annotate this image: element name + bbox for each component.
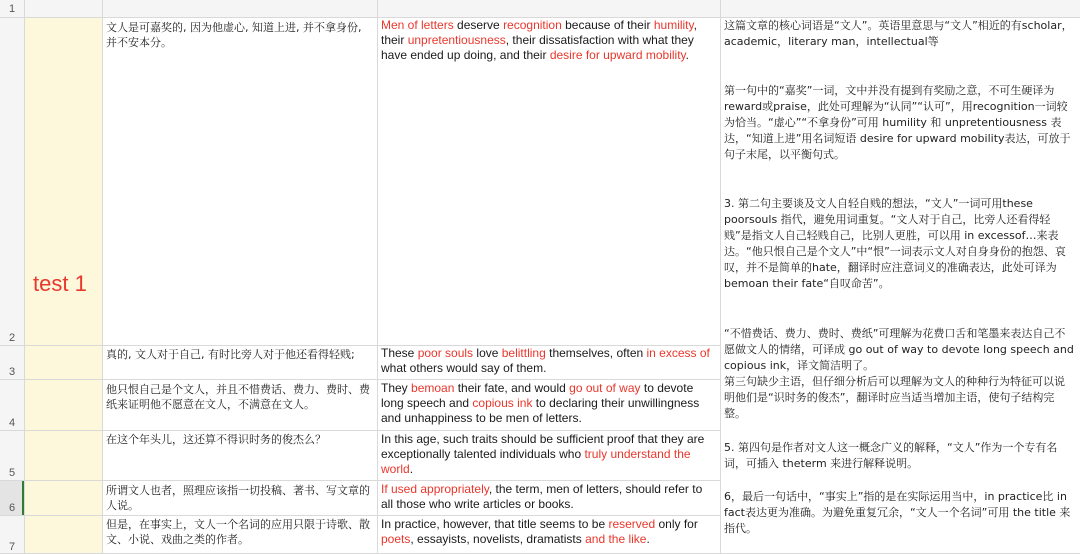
test-label: test 1 <box>33 271 87 296</box>
highlighted-phrase: bemoan <box>411 381 455 395</box>
translation-text: , their <box>381 18 697 47</box>
english-cell-6[interactable] <box>381 517 717 547</box>
chinese-cell-2[interactable]: 真的, 文人对于自己, 有时比旁人对于他还看得轻贱; <box>106 348 355 361</box>
english-cell-3[interactable] <box>381 381 717 426</box>
translation-text: They <box>381 381 412 395</box>
row-header-5[interactable] <box>0 431 24 480</box>
row-header-6[interactable] <box>0 481 24 515</box>
translation-text: In practice, however, that title seems to be <box>381 517 609 531</box>
note-paragraph-3[interactable]: 3. 第二句主要谈及文人自轻自贱的想法，“文人”一词可用these poorsouls 指代，避免用词重复。“文人对于自己，比旁人还看得轻贱”是指文人自己轻贱自己，比别人更胜，可以用 in excessof…来表达。“他只恨自己是个文人”中“恨”一词表示文人对自身身份的抱怨、哀叹，并不是简单的hate，翻译时应注意词义的准确表达，此处可译为bemoan their fate“自叹命苦”。 <box>724 197 1066 290</box>
highlighted-phrase: go out of way <box>569 381 641 395</box>
translation-text: what others would say of them. <box>381 361 547 375</box>
translation-text: . <box>685 48 689 62</box>
row-header-2[interactable] <box>0 18 24 345</box>
column-header-a[interactable] <box>25 0 102 17</box>
column-header-d[interactable] <box>721 0 1080 17</box>
translation-text: love <box>473 346 502 360</box>
row-number: 5 <box>9 467 16 479</box>
highlighted-phrase: and the like <box>585 532 647 546</box>
row-header-3[interactable] <box>0 346 24 379</box>
row-header-7[interactable] <box>0 516 24 554</box>
translation-text: to declaring their unwillingness and unhappiness to be men of letters. <box>381 396 700 425</box>
highlighted-phrase: copious ink <box>472 396 533 410</box>
column-header-c[interactable] <box>378 0 720 17</box>
row-header-4[interactable] <box>0 380 24 430</box>
row-number: 4 <box>9 417 16 429</box>
row-number: 7 <box>9 541 16 553</box>
highlighted-phrase: Men of letters <box>381 18 454 32</box>
translation-text: deserve <box>453 18 504 32</box>
translation-text: , their dissatisfaction with what they have ended up doing, and their <box>381 33 694 62</box>
chinese-cell-6[interactable]: 但是，在事实上，文人一个名词的应用只限于诗歌、散文、小说、戏曲之类的作者。 <box>106 518 370 546</box>
translation-text: only for <box>655 517 698 531</box>
translation-text: because of their <box>561 18 654 32</box>
note-paragraph-4[interactable]: “不惜费话、费力、费时、费纸”可理解为花费口舌和笔墨来表达自己不愿做文人的情绪，可译成 go out of way to devote long speech and copious ink，译文简洁明了。 <box>724 327 1074 372</box>
row-number: 3 <box>9 366 16 378</box>
highlighted-phrase: in excess of <box>646 346 710 360</box>
highlighted-phrase: recognition <box>503 18 562 32</box>
highlighted-phrase: unpretentiousness <box>407 33 506 47</box>
highlighted-phrase: humility <box>653 18 694 32</box>
column-header-b[interactable] <box>103 0 377 17</box>
note-paragraph-5[interactable]: 第三句缺少主语，但仔细分析后可以理解为文人的种种行为特征可以说明他们是“识时务的俊杰”，翻译时应当适当增加主语，使句子结构完整。 <box>724 375 1065 420</box>
english-cell-5[interactable] <box>381 482 717 512</box>
highlighted-phrase: belittling <box>501 346 546 360</box>
highlighted-phrase: truly understand the world <box>381 447 691 476</box>
chinese-cell-1[interactable]: 文人是可嘉奖的, 因为他虚心, 知道上进, 并不拿身份, 并不安本分。 <box>106 21 362 49</box>
highlighted-phrase: reserved <box>608 517 656 531</box>
row-number: 2 <box>9 332 16 344</box>
row-number: 6 <box>9 502 16 514</box>
translation-text: themselves, often <box>545 346 647 360</box>
chinese-cell-3[interactable]: 他只恨自己是个文人，并且不惜费话、费力、费时、费纸来证明他不愿意在文人，不满意在文人。 <box>106 383 370 411</box>
english-cell-2[interactable] <box>381 346 717 376</box>
translation-text: . <box>409 462 414 476</box>
note-paragraph-7[interactable]: 6，最后一句话中，“事实上”指的是在实际运用当中，in practice比 in fact表达更为准确。为避免重复冗余，“文人一个名词”可用 the title 来指代。 <box>724 490 1071 535</box>
english-cell-4[interactable] <box>381 432 717 477</box>
row-number-1[interactable]: 1 <box>9 3 16 15</box>
translation-text: , essayists, novelists, dramatists <box>410 532 586 546</box>
translation-text: , the term, men of letters, should refer to all those who write articles or books. <box>381 482 703 511</box>
translation-text: . <box>646 532 650 546</box>
note-paragraph-1[interactable]: 这篇文章的核心词语是“文人”。英语里意思与“文人”相近的有scholar，academic，literary man，intellectual等 <box>724 19 1073 48</box>
highlighted-phrase: desire for upward mobility <box>549 48 686 62</box>
highlighted-phrase: If used appropriately <box>381 482 489 496</box>
note-paragraph-6[interactable]: 5. 第四句是作者对文人这一概念广义的解释，“文人”作为一个专有名词，可插入 theterm 来进行解释说明。 <box>724 441 1058 470</box>
note-paragraph-2[interactable]: 第一句中的“嘉奖”一词，文中并没有提到有奖励之意，不可生硬译为reward或praise，此处可理解为“认同”“认可”，用recognition一词较为恰当。“虚心”“不拿身份”可用 humility 和 unpretentiousness 表达，“知道上进”用名词短语 desire for upward mobility表达，可放于句子末尾，以平衡句式。 <box>724 84 1071 161</box>
highlighted-phrase: poor souls <box>417 346 474 360</box>
translation-text: These <box>381 346 418 360</box>
highlighted-phrase: poets <box>381 532 411 546</box>
translation-text: their fate, and would <box>454 381 570 395</box>
translation-text: to devote long speech and <box>381 381 694 410</box>
chinese-cell-5[interactable]: 所谓文人也者，照理应该指一切投稿、著书、写文章的人说。 <box>106 484 370 512</box>
chinese-cell-4[interactable]: 在这个年头儿，这还算不得识时务的俊杰么？ <box>106 433 326 446</box>
english-cell-1[interactable] <box>381 18 717 63</box>
translation-text: In this age, such traits should be sufficient proof that they are exceptionally talented individuals who <box>381 432 705 461</box>
